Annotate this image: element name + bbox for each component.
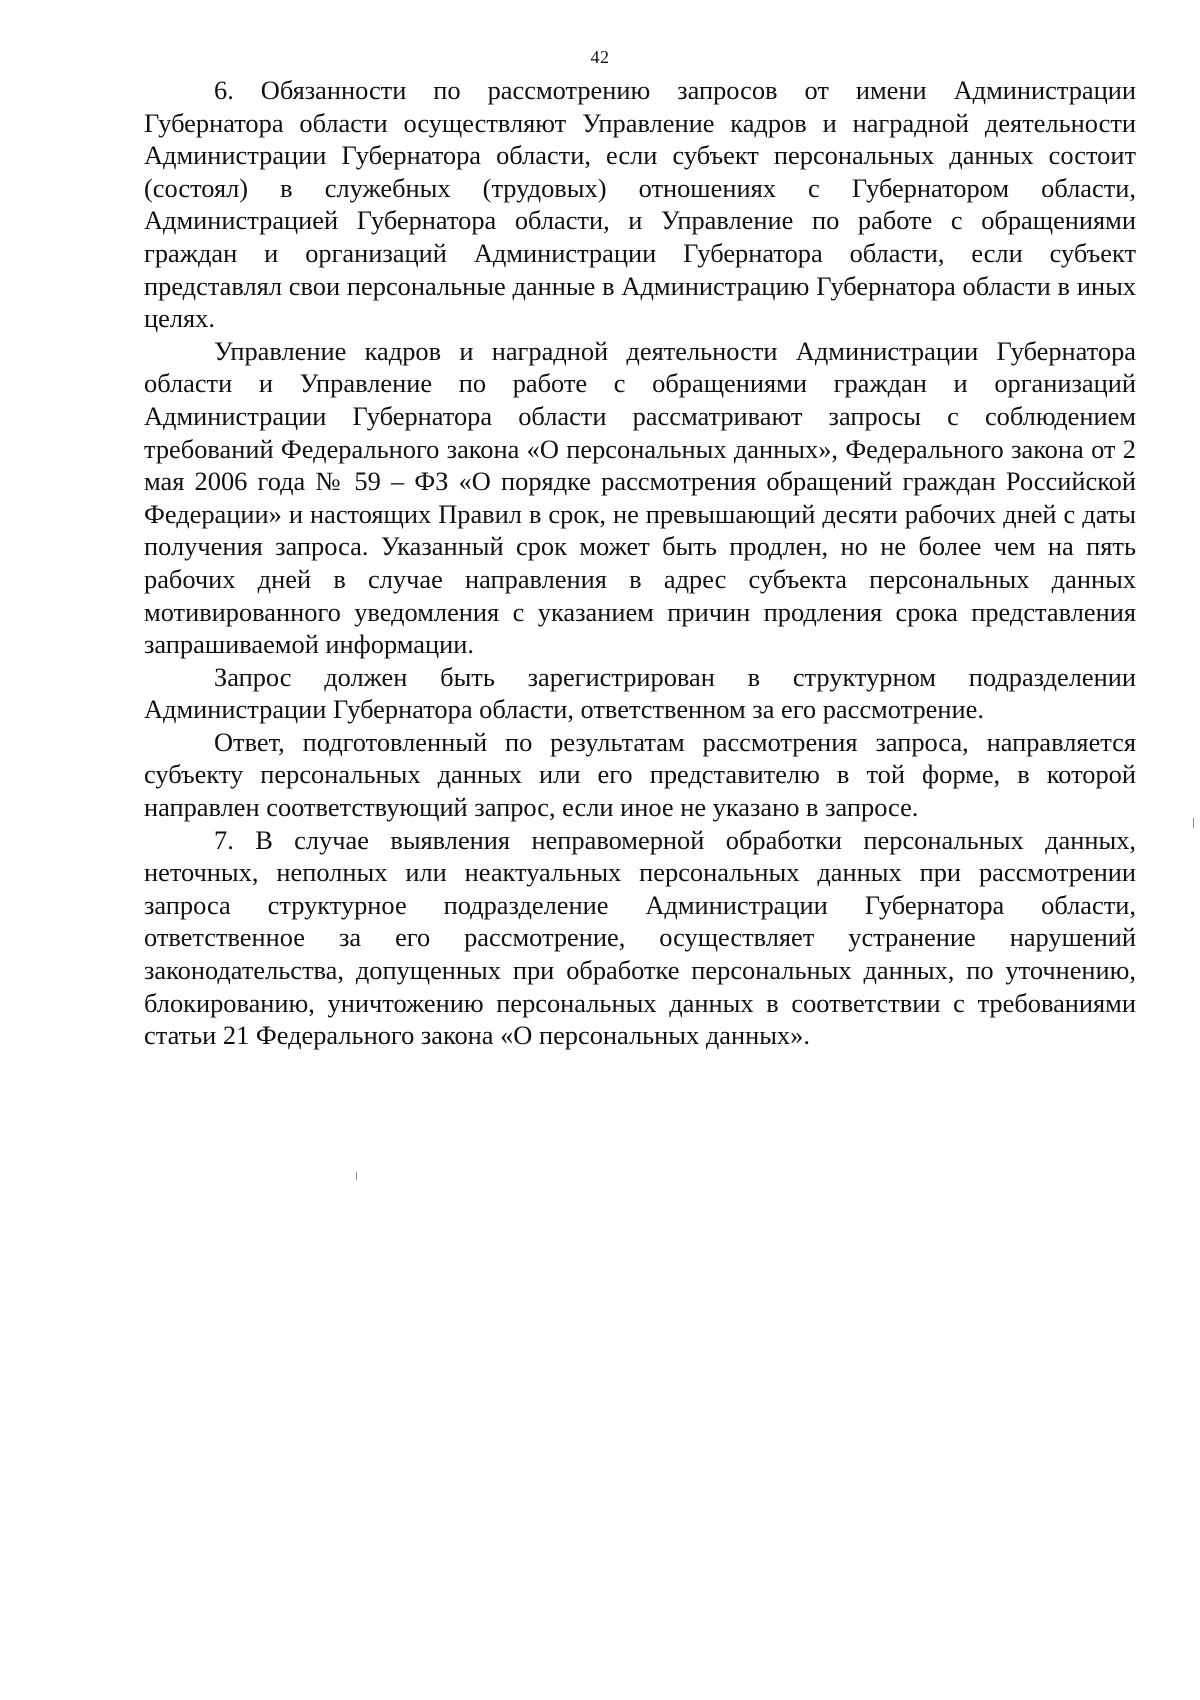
page-number: 42 [590, 47, 610, 67]
scan-artifact-right [1193, 818, 1194, 828]
paragraph-review-procedure: Управление кадров и наградной деятельности Администрации Губернатора области и Управление по работе с обращениями граждан и организаций Администрации Губернатора области рассматривают запросы с соблюдением требований Федерального закона «О персональных данных», Федерального закона от 2 мая 2006 года № 59 – ФЗ «О порядке рассмотрения обращений граждан Российской Федерации» и настоящих Правил в срок, не превышающий десяти рабочих дней с даты получения запроса. Указанный срок может быть продлен, но не более чем на пять рабочих дней в случае направления в адрес субъекта персональных данных мотивированного уведомления с указанием причин продления срока представления запрашиваемой информации. [144, 335, 1136, 660]
paragraph-response: Ответ, подготовленный по результатам рассмотрения запроса, направляется субъекту персональных данных или его представителю в той форме, в которой направлен соответствующий запрос, если иное не указано в запросе. [144, 726, 1136, 823]
paragraph-item-7: 7. В случае выявления неправомерной обработки персональных данных, неточных, неполных или неактуальных персональных данных при рассмотрении запроса структурное подразделение Администрации Губернатора области, ответственное за его рассмотрение, осуществляет устранение нарушений законодательства, допущенных при обработке персональных данных, по уточнению, блокированию, уничтожению персональных данных в соответствии с требованиями статьи 21 Федерального закона «О персональных данных». [144, 824, 1136, 1051]
paragraph-registration: Запрос должен быть зарегистрирован в структурном подразделении Администрации Губернатора области, ответственном за его рассмотрение. [144, 661, 1136, 725]
document-body [144, 74, 1136, 1052]
scan-artifact-lower [356, 1172, 357, 1180]
paragraph-item-6: 6. Обязанности по рассмотрению запросов от имени Администрации Губернатора области осуществляют Управление кадров и наградной деятельности Администрации Губернатора области, если субъект персональных данных состоит (состоял) в служебных (трудовых) отношениях с Губернатором области, Администрацией Губернатора области, и Управление по работе с обращениями граждан и организаций Администрации Губернатора области, если субъект представлял свои персональные данные в Администрацию Губернатора области в иных целях. [144, 75, 1136, 334]
